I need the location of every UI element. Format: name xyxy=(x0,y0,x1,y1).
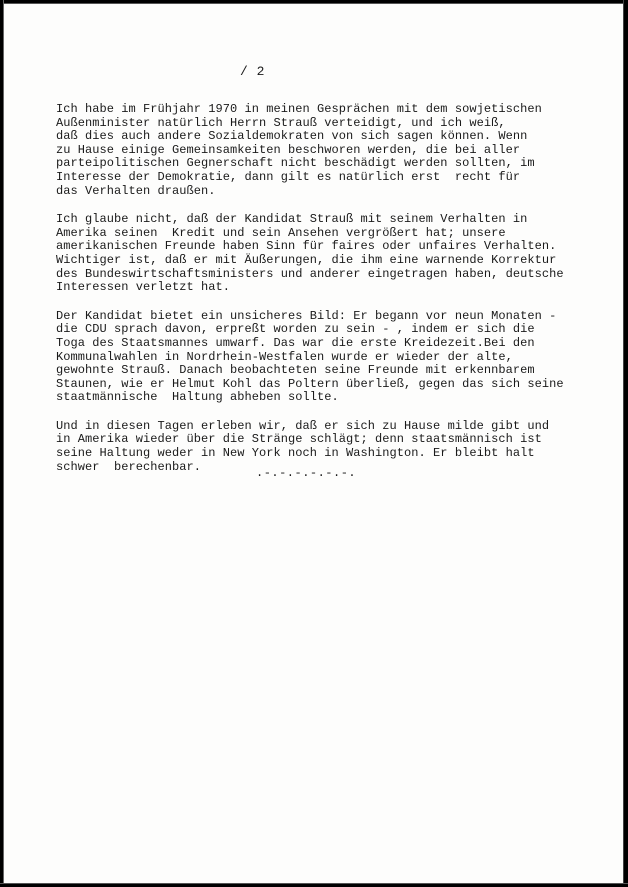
text-line: Toga des Staatsmannes umwarf. Das war die erste Kreidezeit.Bei den xyxy=(56,335,535,350)
text-line: Kommunalwahlen in Nordrhein-Westfalen wurde er wieder der alte, xyxy=(56,349,513,364)
body-text xyxy=(56,103,604,489)
text-line: Der Kandidat bietet ein unsicheres Bild: Er begann vor neun Monaten - xyxy=(56,308,557,323)
text-line: Und in diesen Tagen erleben wir, daß er sich zu Hause milde gibt und xyxy=(56,418,550,433)
text-line: daß dies auch andere Sozialdemokraten von sich sagen können. Wenn xyxy=(56,129,528,144)
text-line: amerikanischen Freunde haben Sinn für faires oder unfaires Verhalten. xyxy=(56,239,557,254)
text-line: Ich habe im Frühjahr 1970 in meinen Gesprächen mit dem sowjetischen xyxy=(56,102,542,116)
scan-edge-right xyxy=(620,0,628,887)
paragraph-3 xyxy=(56,310,604,405)
end-separator: .-.-.-.-.-.-. xyxy=(256,466,357,480)
text-line: Staunen, wie er Helmut Kohl das Poltern überließ, gegen das sich seine xyxy=(56,376,564,391)
text-line: Amerika seinen Kredit und sein Ansehen vergrößert hat; unsere xyxy=(56,225,506,240)
paragraph-2 xyxy=(56,213,604,295)
text-line: zu Hause einige Gemeinsamkeiten beschworen werden, die bei aller xyxy=(56,142,521,157)
text-line: Wichtiger ist, daß er mit Äußerungen, die ihm eine warnende Korrektur xyxy=(56,252,557,267)
text-line: Außenminister natürlich Herrn Strauß verteidigt, und ich weiß, xyxy=(56,115,506,130)
scan-edge-bottom xyxy=(0,881,628,887)
text-line: staatmännische Haltung abheben sollte. xyxy=(56,390,339,405)
text-line: des Bundeswirtschaftsministers und anderer eingetragen haben, deutsche xyxy=(56,266,564,281)
text-line: das Verhalten draußen. xyxy=(56,183,216,198)
text-line: in Amerika wieder über die Stränge schlägt; denn staatsmännisch ist xyxy=(56,432,542,447)
text-line: Ich glaube nicht, daß der Kandidat Strauß mit seinem Verhalten in xyxy=(56,212,528,227)
paragraph-1 xyxy=(56,103,604,198)
text-line: parteipolitischen Gegnerschaft nicht beschädigt werden sollten, im xyxy=(56,156,535,171)
text-line: gewohnte Strauß. Danach beobachteten seine Freunde mit erkennbarem xyxy=(56,363,535,378)
scan-edge-left xyxy=(0,0,6,887)
scan-edge-top xyxy=(0,0,628,6)
page-number: / 2 xyxy=(240,64,265,79)
text-line: Interessen verletzt hat. xyxy=(56,280,231,295)
text-line: schwer berechenbar. xyxy=(56,459,202,474)
text-line: die CDU sprach davon, erpreßt worden zu sein - , indem er sich die xyxy=(56,322,535,337)
text-line: Interesse der Demokratie, dann gilt es natürlich erst recht für xyxy=(56,169,521,184)
text-line: seine Haltung weder in New York noch in Washington. Er bleibt halt xyxy=(56,446,535,461)
